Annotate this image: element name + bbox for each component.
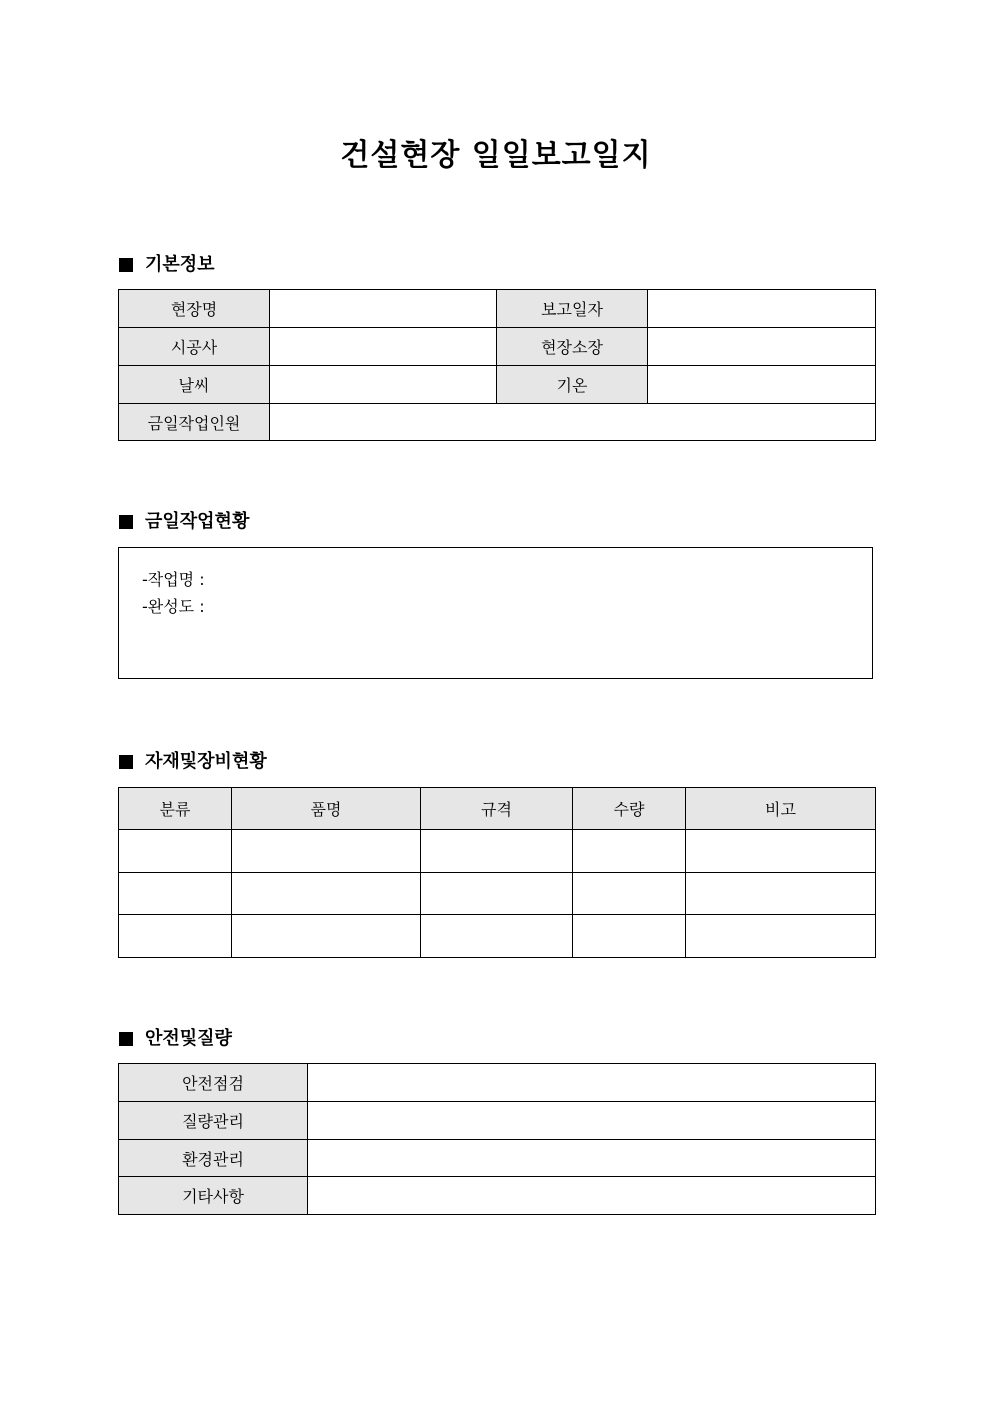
basic-info-table (118, 289, 876, 441)
table-cell[interactable] (232, 873, 421, 915)
section-title: 기본정보 (145, 254, 215, 275)
label-environment-control: 환경관리 (119, 1140, 308, 1177)
table-cell[interactable] (119, 873, 232, 915)
other-notes-field[interactable] (308, 1177, 876, 1215)
table-cell[interactable] (421, 873, 573, 915)
section-heading-safety (119, 1027, 232, 1051)
materials-table (118, 787, 876, 958)
label-temperature: 기온 (497, 366, 648, 404)
workers-today-field[interactable] (270, 404, 876, 441)
label-other-notes: 기타사항 (119, 1177, 308, 1215)
label-safety-check: 안전점검 (119, 1064, 308, 1102)
section-heading-work (119, 510, 249, 534)
label-weather: 날씨 (119, 366, 270, 404)
table-cell[interactable] (421, 915, 573, 958)
site-manager-field[interactable] (648, 328, 876, 366)
section-heading-basic (119, 253, 215, 277)
table-cell[interactable] (119, 915, 232, 958)
label-workers-today: 금일작업인원 (119, 404, 270, 441)
table-row (119, 915, 876, 958)
label-site-name: 현장명 (119, 290, 270, 328)
table-cell[interactable] (686, 915, 876, 958)
label-site-manager: 현장소장 (497, 328, 648, 366)
label-report-date: 보고일자 (497, 290, 648, 328)
environment-control-field[interactable] (308, 1140, 876, 1177)
section-title: 안전및질량 (145, 1028, 232, 1049)
table-cell[interactable] (232, 915, 421, 958)
square-bullet-icon (119, 258, 133, 272)
document-title: 건설현장 일일보고일지 (340, 138, 652, 173)
column-header-spec: 규격 (421, 788, 573, 830)
report-date-field[interactable] (648, 290, 876, 328)
table-cell[interactable] (573, 915, 686, 958)
table-row (119, 830, 876, 873)
section-title: 자재및장비현황 (145, 751, 267, 772)
square-bullet-icon (119, 1032, 133, 1046)
work-name-line: -작업명 : (142, 570, 205, 589)
table-cell[interactable] (573, 873, 686, 915)
quality-control-field[interactable] (308, 1102, 876, 1140)
table-cell[interactable] (573, 830, 686, 873)
label-quality-control: 질량관리 (119, 1102, 308, 1140)
column-header-remarks: 비고 (686, 788, 876, 830)
completion-line: -완성도 : (142, 597, 205, 616)
safety-table (118, 1063, 876, 1215)
site-name-field[interactable] (270, 290, 497, 328)
square-bullet-icon (119, 515, 133, 529)
section-title: 금일작업현황 (145, 511, 250, 532)
column-header-item-name: 품명 (232, 788, 421, 830)
table-cell[interactable] (119, 830, 232, 873)
contractor-field[interactable] (270, 328, 497, 366)
label-contractor: 시공사 (119, 328, 270, 366)
column-header-quantity: 수량 (573, 788, 686, 830)
table-cell[interactable] (421, 830, 573, 873)
square-bullet-icon (119, 755, 133, 769)
work-status-box[interactable] (118, 547, 873, 679)
weather-field[interactable] (270, 366, 497, 404)
table-row (119, 873, 876, 915)
table-cell[interactable] (232, 830, 421, 873)
table-cell[interactable] (686, 873, 876, 915)
section-heading-materials (119, 750, 267, 774)
table-cell[interactable] (686, 830, 876, 873)
safety-check-field[interactable] (308, 1064, 876, 1102)
column-header-category: 분류 (119, 788, 232, 830)
temperature-field[interactable] (648, 366, 876, 404)
